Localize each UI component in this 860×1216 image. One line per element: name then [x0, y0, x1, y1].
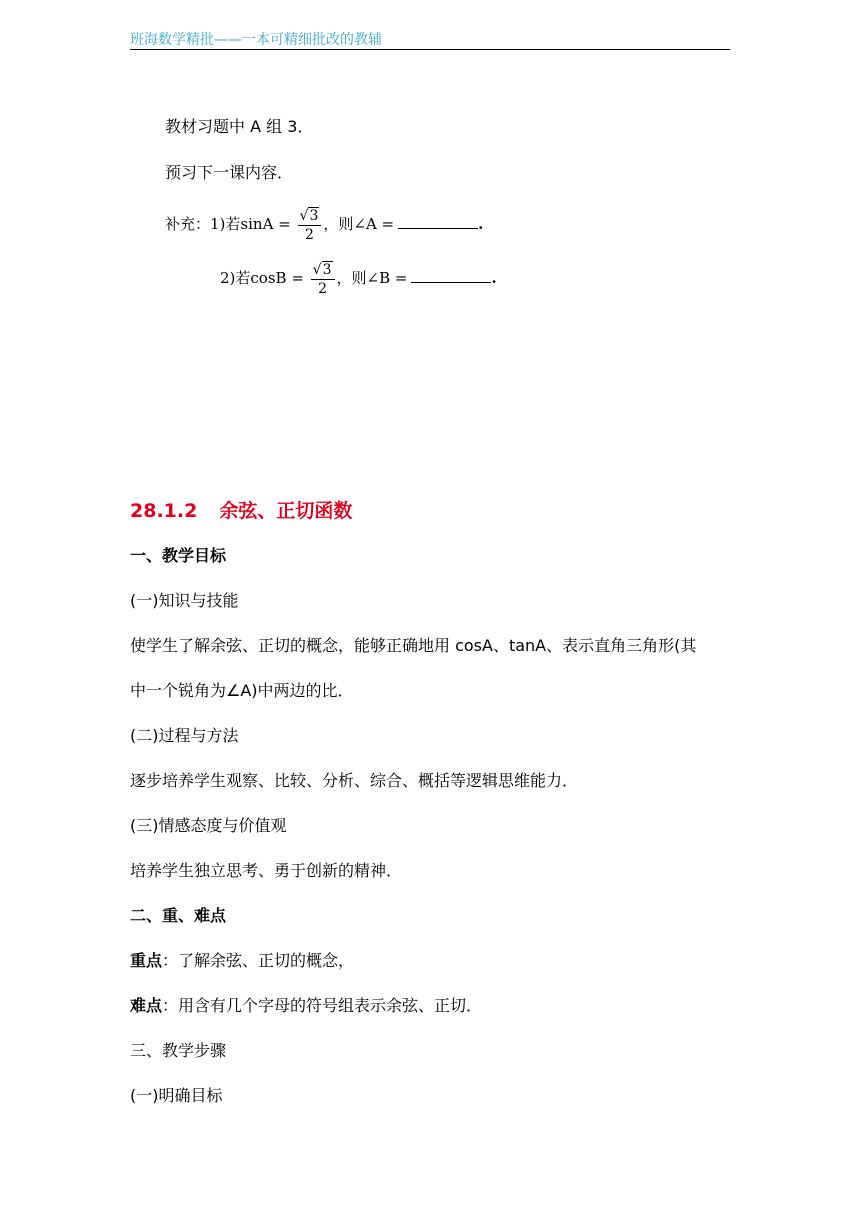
subheading-knowledge: (一)知识与技能 — [130, 591, 239, 610]
paragraph-knowledge-1: 使学生了解余弦、正切的概念，能够正确地用 cosA、tanA、表示直角三角形(其 — [130, 636, 697, 655]
q2-suffix: ，则∠B = — [336, 269, 408, 287]
supplement-question-2 — [220, 258, 497, 298]
q2-sqrt-symbol: √ — [312, 261, 322, 278]
homework-line-1: 教材习题中 A 组 3． — [165, 117, 314, 136]
q2-answer-blank[interactable] — [411, 268, 491, 283]
q2-fraction — [311, 261, 335, 298]
paragraph-knowledge-2: 中一个锐角为∠A)中两边的比． — [130, 681, 354, 700]
q1-sqrt-symbol: √ — [299, 207, 309, 224]
supplement-question-1 — [165, 204, 483, 244]
difficulty-text: ：用含有几个字母的符号组表示余弦、正切． — [162, 996, 483, 1015]
section-number: 28.1.2 — [130, 500, 198, 522]
q1-fraction — [298, 207, 322, 244]
q1-suffix: ，则∠A = — [323, 215, 395, 233]
heading-teaching-steps: 三、教学步骤 — [130, 1041, 227, 1060]
q1-prefix: 1)若sinA = — [210, 215, 291, 233]
section-title: 余弦、正切函数 — [219, 500, 353, 522]
difficulty-label: 难点 — [130, 996, 163, 1015]
key-label: 重点 — [130, 951, 163, 970]
key-point-line — [130, 950, 354, 972]
q2-sqrt — [313, 261, 333, 279]
subheading-attitude: (三)情感态度与价值观 — [130, 816, 287, 835]
supplement-label: 补充： — [165, 215, 211, 233]
paragraph-attitude: 培养学生独立思考、勇于创新的精神． — [130, 861, 403, 880]
difficulty-line — [130, 995, 482, 1017]
homework-line-2: 预习下一课内容． — [165, 163, 294, 182]
q1-end: . — [478, 215, 484, 233]
q2-prefix: 2)若cosB = — [220, 269, 304, 287]
q1-sqrt — [300, 207, 320, 225]
heading-teaching-goals: 一、教学目标 — [130, 546, 227, 565]
header-title: 班海数学精批——一本可精细批改的教辅 — [130, 32, 382, 48]
q1-radicand: 3 — [309, 207, 319, 224]
subheading-clear-goals: (一)明确目标 — [130, 1086, 223, 1105]
subheading-process: (二)过程与方法 — [130, 726, 239, 745]
paragraph-process: 逐步培养学生观察、比较、分析、综合、概括等逻辑思维能力． — [130, 771, 579, 790]
q2-radicand: 3 — [322, 261, 332, 278]
page-header — [130, 29, 730, 50]
q2-end: . — [491, 269, 497, 287]
key-text: ：了解余弦、正切的概念， — [162, 951, 355, 970]
section-heading — [130, 498, 352, 524]
heading-key-points: 二、重、难点 — [130, 906, 227, 925]
q2-denominator: 2 — [318, 280, 328, 297]
q1-answer-blank[interactable] — [398, 214, 478, 229]
q1-denominator: 2 — [304, 226, 314, 243]
